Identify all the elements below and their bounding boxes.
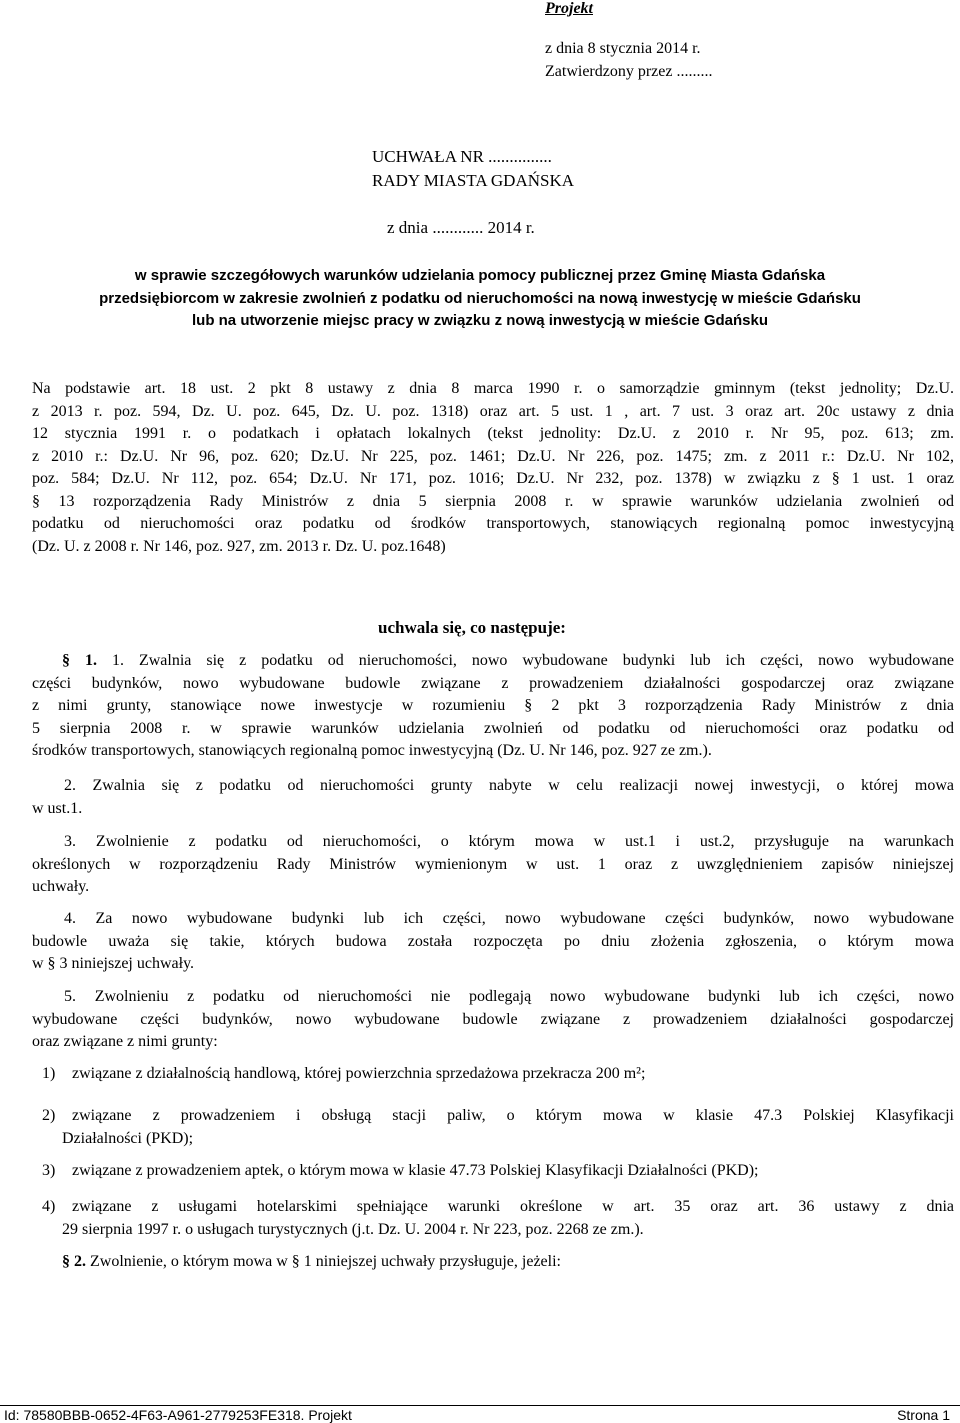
legal-basis: [32, 378, 954, 558]
resolution-number: UCHWAŁA NR ...............: [372, 147, 552, 166]
list-item: [32, 1196, 954, 1219]
paragraph-line: w § 3 niniejszej uchwały.: [32, 955, 195, 972]
paragraph-line: 5 sierpnia 2008 r. w sprawie warunków udzielania zwolnień od podatku od nieruchomości oraz podatku od: [32, 719, 954, 737]
basis-line: 12 stycznia 1991 r. o podatkach i opłatach lokalnych (tekst jednolity: Dz.U. z 2010 r. Nr 95, poz. 613; zm.: [32, 425, 954, 442]
subject-line: lub na utworzenie miejsc pracy w związku z nową inwestycją w mieście Gdańsku: [191, 312, 769, 329]
section-1-paragraph-2: [32, 775, 954, 820]
list-item-text: związane z działalnością handlową, której powierzchnia sprzedażowa przekracza 200 m²;: [72, 1065, 646, 1082]
list-item-number: 4): [42, 1198, 56, 1215]
paragraph-line: 4. Za nowo wybudowane budynki lub ich części, nowo wybudowane części budynków, nowo wybudowane: [64, 910, 954, 927]
list-item-number: 2): [42, 1107, 56, 1124]
draft-date: z dnia 8 stycznia 2014 r.: [545, 40, 701, 57]
paragraph-line: 3. Zwolnienie z podatku od nieruchomości, o którym mowa w ust.1 i ust.2, przysługuje na warunkach: [64, 833, 954, 850]
list-item-continuation: 29 sierpnia 1997 r. o usługach turystycznych (j.t. Dz. U. 2004 r. Nr 223, poz. 2268 ze zm.).: [62, 1220, 644, 1238]
paragraph-line: wybudowane części budynków, nowo wybudowane budowle związane z prowadzeniem działalności gospodarczej: [32, 1010, 954, 1028]
list-item-text: związane z prowadzeniem i obsługą stacji paliw, o którym mowa w klasie 47.3 Polskiej Klasyfikacji: [72, 1107, 954, 1124]
section-1-paragraph-1: [32, 650, 954, 763]
exclusions-list-item-3: [32, 1160, 954, 1183]
section-1-paragraph-4: [32, 908, 954, 976]
paragraph-line: budowle uważa się takie, których budowa została rozpoczęta po dniu złożenia zgłoszenia, o którym mowa: [32, 932, 954, 950]
council-name: RADY MIASTA GDAŃSKA: [372, 171, 575, 190]
basis-line: (Dz. U. z 2008 r. Nr 146, poz. 927, zm. 2013 r. Dz. U. poz.1648): [32, 537, 446, 555]
list-item: [32, 1105, 954, 1128]
footer-divider: [0, 1405, 960, 1406]
paragraph-line: w ust.1.: [32, 799, 83, 817]
basis-line: Na podstawie art. 18 ust. 2 pkt 8 ustawy z dnia 8 marca 1990 r. o samorządzie gminnym (tekst jednolity; Dz.U.: [32, 380, 954, 397]
section-2-text: Zwolnienie, o którym mowa w § 1 niniejszej uchwały przysługuje, jeżeli:: [90, 1253, 561, 1270]
subject-line: w sprawie szczegółowych warunków udzielania pomocy publicznej przez Gminę Miasta Gdańska: [134, 267, 826, 284]
list-item-number: 1): [42, 1065, 56, 1082]
paragraph-line: z nimi grunty, stanowiące nowe inwestycje w rozumieniu § 2 pkt 3 rozporządzenia Rady Ministrów z dnia: [32, 697, 954, 714]
paragraph-line: uchwały.: [32, 878, 90, 895]
page-number: Strona 1: [897, 1407, 950, 1423]
exclusions-list: [32, 1063, 954, 1086]
subject-line: przedsiębiorcom w zakresie zwolnień z podatku od nieruchomości na nową inwestycję w mieście Gdańsku: [99, 289, 861, 307]
section-1-paragraph-5: [32, 986, 954, 1054]
basis-line: z 2010 r.: Dz.U. Nr 96, poz. 620; Dz.U. Nr 225, poz. 1461; Dz.U. Nr 226, poz. 1475; zm. z 2011 r.: Dz.U. Nr 102,: [32, 447, 954, 465]
paragraph-line: części budynków, nowo wybudowane budowle związane z prowadzeniem działalności gospodarczej oraz związane: [32, 674, 954, 692]
exclusions-list-item-2: [32, 1105, 954, 1150]
paragraph-line: środków transportowych, stanowiących regionalną pomoc inwestycyjną (Dz. U. Nr 146, poz. 927 ze zm.).: [32, 742, 712, 759]
list-item: [32, 1160, 954, 1183]
resolution-date: z dnia ............ 2014 r.: [387, 218, 535, 237]
document-id: Id: 78580BBB-0652-4F63-A961-2779253FE318. Projekt: [4, 1407, 352, 1423]
list-item: [32, 1063, 954, 1086]
exclusions-list-item-4: [32, 1196, 954, 1241]
section-2: [32, 1251, 954, 1274]
paragraph-line: 2. Zwalnia się z podatku od nieruchomości grunty nabyte w celu realizacji nowej inwestycji, o której mowa: [64, 777, 954, 794]
basis-line: podatku od nieruchomości oraz podatku od środków transportowych, stanowiących regionalną pomoc inwestycyjną: [32, 515, 954, 532]
projekt-label: Projekt: [545, 0, 593, 17]
paragraph-line: określonych w rozporządzeniu Rady Ministrów wymienionym w ust. 1 oraz z uwzględnieniem zapisów niniejszej: [32, 855, 954, 873]
section-2-mark: § 2.: [62, 1253, 86, 1270]
paragraph-text: 1. Zwalnia się z podatku od nieruchomości, nowo wybudowane budynki lub ich części, nowo wybudowane: [111, 652, 954, 669]
list-item-text: związane z prowadzeniem aptek, o którym mowa w klasie 47.73 Polskiej Klasyfikacji Działalności (PKD);: [72, 1162, 759, 1179]
list-item-number: 3): [42, 1162, 56, 1179]
basis-line: z 2013 r. poz. 594, Dz. U. poz. 645, Dz. U. poz. 1318) oraz art. 5 ust. 1 , art. 7 ust. 3 oraz art. 20c ustawy z dnia: [32, 402, 954, 420]
section-1-mark: § 1.: [62, 652, 97, 669]
basis-line: poz. 584; Dz.U. Nr 112, poz. 654; Dz.U. Nr 171, poz. 1016; Dz.U. Nr 232, poz. 1378) w związku z § 1 ust. 1 oraz: [32, 470, 954, 487]
resolution-subject: [30, 265, 930, 333]
section-1-paragraph-3: [32, 831, 954, 899]
paragraph-line: oraz związane z nimi grunty:: [32, 1033, 218, 1050]
list-item-continuation: Działalności (PKD);: [62, 1129, 194, 1147]
resolves-heading: uchwala się, co następuje:: [378, 618, 566, 637]
approved-by: Zatwierdzony przez .........: [545, 63, 713, 80]
list-item-text: związane z usługami hotelarskimi spełniające warunki określone w art. 35 oraz art. 36 ustawy z dnia: [72, 1198, 954, 1215]
basis-line: § 13 rozporządzenia Rady Ministrów z dnia 5 sierpnia 2008 r. w sprawie warunków udzielania zwolnień od: [32, 492, 954, 510]
paragraph-line: 5. Zwolnieniu z podatku od nieruchomości nie podlegają nowo wybudowane budynki lub ich części, nowo: [64, 988, 954, 1005]
